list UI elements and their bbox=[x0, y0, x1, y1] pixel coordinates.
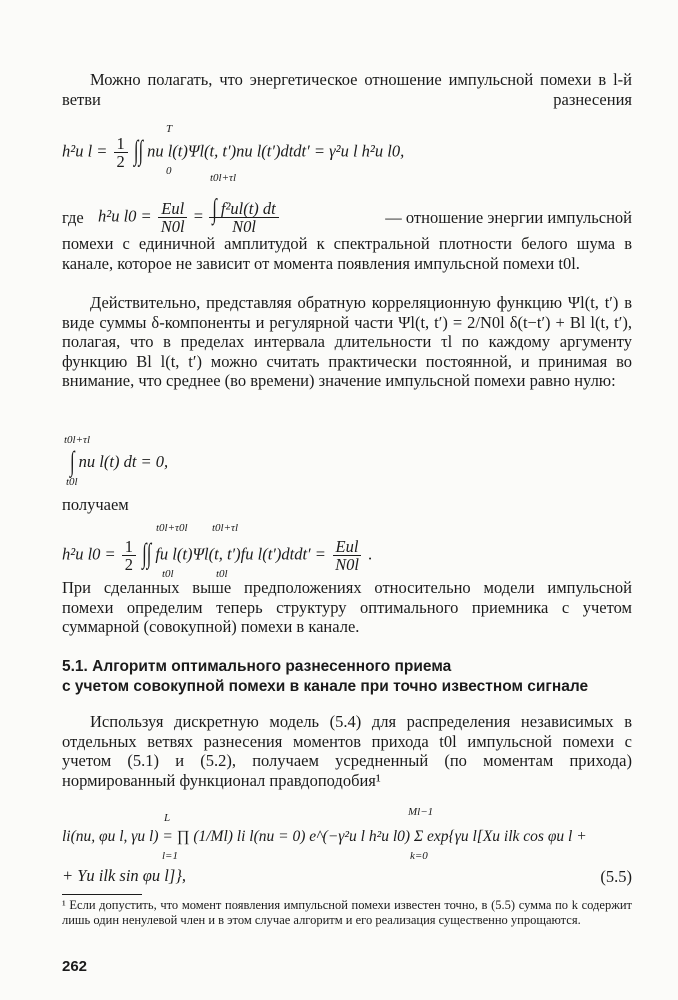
paragraph-2: помехи с единичной амплитудой к спектральной плотности белого шума в канале, которое не зависит от момента появления импульсной помехи t0l. bbox=[62, 234, 632, 273]
paragraph-6: Используя дискретную модель (5.4) для распределения независимых в отдельных ветвях разнесения моментов прихода t0l импульсной помехи с учетом (5.1) и (5.2), получаем усредненный (по моментам прихода) нормированный функционал правдоподобия¹ bbox=[62, 712, 632, 790]
eq4-int2-lower: t0l bbox=[216, 568, 228, 580]
heading-line-1: 5.1. Алгоритм оптимального разнесенного приема bbox=[62, 658, 452, 675]
section-heading bbox=[62, 657, 632, 697]
equation-5-5 bbox=[62, 806, 632, 886]
eq3-body: nи l(t) dt = 0, bbox=[78, 452, 169, 471]
eq4-int2-upper: t0l+τl bbox=[212, 522, 239, 534]
equation-h2-nl bbox=[62, 123, 405, 177]
eq2-tail: — отношение энергии импульсной bbox=[385, 208, 632, 227]
eq4-body: fи l(t)Ψl(t, t′)fи l(t′)dtdt′ = bbox=[155, 544, 331, 564]
eq4-int1-upper: t0l+τ0l bbox=[156, 522, 188, 534]
integral-sign: ∫∫ bbox=[142, 537, 152, 570]
eq4-fraction: $\frac{\text{Eиl}}{N0l}$ bbox=[332, 538, 362, 573]
where-word: где bbox=[62, 208, 84, 227]
eq2-upper-limit: t0l+τl bbox=[210, 172, 237, 184]
eq1-lhs: h²и l = bbox=[62, 141, 112, 161]
page-number: 262 bbox=[62, 958, 88, 975]
eq1-coefficient: $\frac{1}{2}$ bbox=[114, 135, 128, 170]
equation-mean-zero bbox=[64, 434, 169, 488]
footnote: ¹ Если допустить, что момент появления импульсной помехи известен точно, в (5.5) сумма по k содержит лишь один ненулевой член и в этом случае алгоритм и его реализация существенно упрощаются. bbox=[62, 898, 632, 927]
eq3-lower-limit: t0l bbox=[66, 476, 78, 488]
eq2-fraction-2: $\frac{\text{∫ f²иl(t) dt}}{N0l}$ bbox=[209, 200, 279, 235]
integral-sign: ∫∫ bbox=[133, 134, 143, 167]
eq1-lower-limit: 0 bbox=[166, 165, 172, 177]
eq2-fraction-1: $\frac{\text{Eиl}}{N0l}$ bbox=[158, 200, 188, 235]
eq5-line-2: + Yи ilk sin φи l]}, bbox=[62, 866, 187, 885]
equation-h2-nl0-result: h²и l0 = $\frac{1}{2}$ ∫∫ fи l(t)Ψl(t, t′)fи l(t′)dtdt′ = $\frac{\text{Eиl}}{N0l}$ . t0l+τ0l t0l t0l+τl t0l bbox=[62, 522, 373, 580]
integral-sign: ∫ bbox=[70, 445, 75, 478]
eq1-upper-limit: T bbox=[166, 123, 173, 135]
eq4-lhs: h²и l0 = bbox=[62, 544, 120, 564]
document-page: Можно полагать, что энергетическое отношение импульсной помехи в l-й ветви разнесения h²и l = $\frac{1}{2}$ ∫∫ nи l(t)Ψl(t, t′)nи l(t′)dtdt′ = γ²и l h²и l0, T 0 где h²и l0 = $\frac{\text{Eиl}}{N0l}$ = $\frac{\text{∫ f²иl(t) dt}}{N0l}$ t0l+τl — отношение энергии импульсной помехи с единичной амплитудой к спектральной плотности белого шума в канале, которое не зависит от момента появления импульсной помехи t0l. Действительно, представляя обратную корреляционную функцию Ψl(t, t′) в виде суммы δ-компоненты и регулярной части Ψl(t, t′) = 2/N0l δ(t−t′) + Bl l(t, t′), полагая, что в пределах интервала длительности τl по каждому аргументу функцию Bl l(t, t′) можно считать практически постоянной, и принимая во внимание, что среднее (во времени) значение импульсной помехи равно нулю: ∫ nи l(t) dt = 0, t0l+τl t0l получаем h²и l0 = $\frac{1}{2}$ ∫∫ fи l(t)Ψl(t, t′)fи l(t′)dtdt′ = $\frac{\text{Eиl}}{N0l}$ . t0l+τ0l t0l t0l+τl t0l При сделанных выше предположениях относительно модели импульсной помехи определим теперь структуру оптимального приемника с учетом суммарной (совокупной) помехи в канале. 5.1. Алгоритм оптимального разнесенного приема с учетом совокупной помехи в канале при точно известном сигнале Используя дискретную модель (5.4) для распределения независимых в отдельных ветвях разнесения моментов прихода t0l импульсной помехи с учетом (5.1) и (5.2), получаем усредненный (по моментам прихода) нормированный функционал правдоподобия¹ li(nи, φи l, γи l) = ∏ (1/Ml) li l(nи = 0) e^(−γ²и l h²и l0) Σ exp{γи l[Xи ilk cos φи l + L l=1 Ml−1 k=0 + Yи ilk sin φи l]}, (5.5) ¹ Если допустить, что момент появления импульсной помехи известен точно, в (5.5) сумма по k содержит лишь один ненулевой член и в этом случае алгоритм и его реализация существенно упрощаются. 262 bbox=[62, 70, 632, 975]
paragraph-4: получаем bbox=[62, 495, 129, 514]
eq5-sum-upper: Ml−1 bbox=[408, 806, 434, 818]
eq4-int1-lower: t0l bbox=[162, 568, 174, 580]
eq1-body: nи l(t)Ψl(t, t′)nи l(t′)dtdt′ = γ²и l h²и l0, bbox=[147, 141, 405, 161]
eq5-prod-upper: L bbox=[164, 812, 171, 824]
eq5-sum-lower: k=0 bbox=[410, 850, 428, 862]
eq4-coefficient: $\frac{1}{2}$ bbox=[122, 538, 136, 573]
paragraph-1: Можно полагать, что энергетическое отношение импульсной помехи в l-й ветви разнесения bbox=[62, 70, 632, 109]
eq5-prod-lower: l=1 bbox=[162, 850, 178, 862]
heading-line-2: с учетом совокупной помехи в канале при точно известном сигнале bbox=[62, 678, 589, 695]
footnote-divider bbox=[62, 894, 142, 895]
paragraph-5: При сделанных выше предположениях относительно модели импульсной помехи определим теперь структуру оптимального приемника с учетом суммарной (совокупной) помехи в канале. bbox=[62, 578, 632, 636]
eq3-upper-limit: t0l+τl bbox=[64, 434, 91, 446]
equation-number: (5.5) bbox=[600, 867, 632, 886]
eq2-lhs: h²и l0 = bbox=[98, 206, 156, 226]
paragraph-3: Действительно, представляя обратную корреляционную функцию Ψl(t, t′) в виде суммы δ-компоненты и регулярной части Ψl(t, t′) = 2/N0l δ(t−t′) + Bl l(t, t′), полагая, что в пределах интервала длительности τl по каждому аргументу функцию Bl l(t, t′) можно считать практически постоянной, и принимая во внимание, что среднее (во времени) значение импульсной помехи равно нулю: bbox=[62, 293, 632, 390]
integral-sign: ∫ bbox=[212, 192, 217, 225]
eq5-line-1: li(nи, φи l, γи l) = ∏ (1/Ml) li l(nи = 0) e^(−γ²и l h²и l0) Σ exp{γи l[Xи ilk cos φи l + bbox=[62, 828, 587, 845]
